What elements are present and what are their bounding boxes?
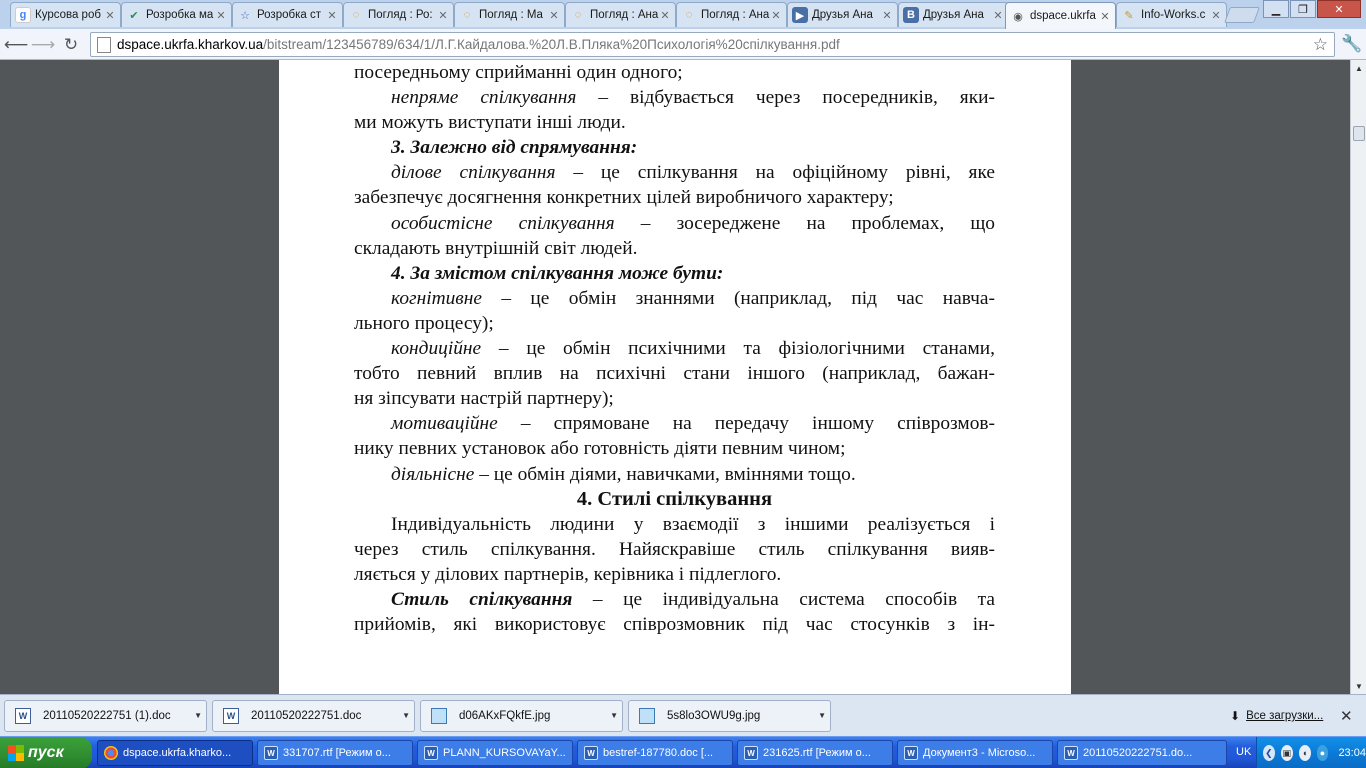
scrollbar-thumb[interactable] — [1353, 126, 1365, 141]
paragraph: непряме спілкування – відбувається через посередників, яки- — [391, 87, 995, 109]
network-icon[interactable]: ▣ — [1281, 745, 1293, 761]
info-works-icon: ✎ — [1124, 9, 1134, 22]
page-loading-icon: ◌ — [463, 9, 471, 21]
paragraph: Індивідуальність людини у взаємодії з іншими реалізується і — [391, 513, 995, 535]
close-tab-icon[interactable]: ✕ — [105, 9, 115, 22]
taskbar-item-word[interactable]: W 331707.rtf [Режим о... — [257, 740, 413, 766]
close-tab-icon[interactable]: ✕ — [438, 9, 448, 22]
pdf-viewer — [0, 60, 1350, 694]
vertical-scrollbar[interactable] — [1350, 60, 1366, 694]
tab-info-works[interactable]: ✎ Info-Works.c ✕ — [1116, 2, 1227, 27]
taskbar-item-word[interactable]: W 231625.rtf [Режим о... — [737, 740, 893, 766]
paragraph: нику певних установок або готовність діяти певним чином; — [354, 438, 846, 460]
page-icon — [97, 37, 111, 53]
reload-button[interactable]: ↻ — [63, 35, 79, 54]
paragraph: ділове спілкування – це спілкування на офіційному рівні, яке — [391, 162, 995, 184]
download-item[interactable]: d06AKxFQkfE.jpg ▼ — [420, 700, 623, 732]
subheading: 3. Залежно від спрямування: — [391, 137, 638, 159]
page-loading-icon: ◌ — [685, 9, 693, 21]
word-icon: W — [744, 746, 758, 760]
clock[interactable]: 23:04 — [1338, 747, 1366, 759]
tab-pohliad-2[interactable]: ◌ Погляд : Ма ✕ — [454, 2, 565, 27]
tab-pohliad-4[interactable]: ◌ Погляд : Ана ✕ — [676, 2, 787, 27]
paragraph: льного процесу); — [354, 312, 494, 334]
close-tab-icon[interactable]: ✕ — [327, 9, 337, 22]
paragraph: ляється у ділових партнерів, керівника і підлеглого. — [354, 563, 782, 585]
image-file-icon — [639, 708, 655, 724]
antivirus-icon[interactable]: ● — [1317, 745, 1329, 761]
close-shelf-icon[interactable]: ✕ — [1340, 708, 1353, 725]
url-text: dspace.ukrfa.kharkov.ua/bitstream/123456789/634/1/Л.Г.Кайдалова.%20Л.В.Пляка%20Психологія%20спілкування.pdf — [117, 37, 840, 52]
word-doc-icon: W — [15, 708, 31, 724]
pdf-page — [279, 60, 1071, 694]
word-icon: W — [584, 746, 598, 760]
scroll-up-arrow-icon[interactable]: ▲ — [1355, 63, 1363, 73]
paragraph: забезпечує досягнення конкретних цілей виробничого характеру; — [354, 187, 894, 209]
tab-rozrobka-2[interactable]: ☆ Розробка ст ✕ — [232, 2, 343, 27]
volume-icon[interactable]: ◖ — [1299, 745, 1311, 761]
paragraph: тобто певний вплив на психічні стани іншого (наприклад, бажан- — [354, 363, 995, 385]
close-tab-icon[interactable]: ✕ — [216, 9, 226, 22]
tab-pohliad-1[interactable]: ◌ Погляд : Ро: ✕ — [343, 2, 454, 27]
forward-button[interactable]: ⟶ — [30, 35, 56, 54]
video-icon: ▶ — [792, 7, 808, 23]
minimize-button[interactable]: ▁ — [1263, 0, 1289, 18]
tab-druzya-2[interactable]: B Друзья Ана ✕ — [898, 2, 1009, 27]
paragraph: через стиль спілкування. Найяскравіше стиль спілкування вияв- — [354, 538, 995, 560]
download-item[interactable]: W 20110520222751.doc ▼ — [212, 700, 415, 732]
page-loading-icon: ◌ — [352, 9, 360, 21]
vk-icon: B — [903, 7, 919, 23]
tab-strip — [0, 0, 1366, 29]
close-tab-icon[interactable]: ✕ — [1211, 9, 1221, 22]
paragraph: когнітивне – це обмін знаннями (наприклад, під час навча- — [391, 287, 995, 309]
taskbar-item-word[interactable]: W 20110520222751.do... — [1057, 740, 1227, 766]
taskbar-item-word[interactable]: W PLANN_KURSOVAYaY... — [417, 740, 573, 766]
browser-toolbar — [0, 29, 1366, 60]
scroll-down-arrow-icon[interactable]: ▼ — [1355, 681, 1363, 691]
paragraph: ня зіпсувати настрій партнеру); — [354, 388, 614, 410]
subheading: 4. За змістом спілкування може бути: — [391, 262, 724, 284]
paragraph: кондиційне – це обмін психічними та фізіологічними станами, — [391, 338, 995, 360]
tab-rozrobka-1[interactable]: ✔ Розробка ма ✕ — [121, 2, 232, 27]
taskbar-item-word[interactable]: W bestref-187780.doc [... — [577, 740, 733, 766]
downloads-shelf — [0, 694, 1366, 736]
google-icon: g — [15, 7, 31, 23]
taskbar-item-chrome[interactable]: dspace.ukrfa.kharko... — [97, 740, 253, 766]
tab-pohliad-3[interactable]: ◌ Погляд : Ана ✕ — [565, 2, 676, 27]
tab-druzya-1[interactable]: ▶ Друзья Ана ✕ — [787, 2, 898, 27]
paragraph: ми можуть виступати інші люди. — [354, 112, 626, 134]
close-tab-icon[interactable]: ✕ — [993, 9, 1003, 22]
windows-taskbar — [0, 736, 1366, 768]
paragraph: Стиль спілкування – це індивідуальна система способів та — [391, 588, 995, 610]
chevron-down-icon[interactable]: ▼ — [610, 711, 618, 720]
word-icon: W — [904, 746, 918, 760]
back-button[interactable]: ⟵ — [3, 35, 29, 54]
word-icon: W — [264, 746, 278, 760]
tab-kursova[interactable]: g Курсова роб ✕ — [10, 2, 121, 27]
paragraph: діяльнісне – це обмін діями, навичками, вміннями тощо. — [391, 463, 856, 485]
globe-icon: ◉ — [1013, 10, 1023, 23]
close-tab-icon[interactable]: ✕ — [549, 9, 559, 22]
tab-dspace-active[interactable]: ◉ dspace.ukrfa ✕ — [1005, 2, 1116, 29]
paragraph: прийомів, які використовує співрозмовник під час стосунків з ін- — [354, 614, 995, 636]
windows-logo-icon — [8, 745, 24, 761]
restore-button[interactable]: ❐ — [1290, 0, 1316, 18]
language-indicator[interactable]: UK — [1236, 746, 1252, 758]
download-item[interactable]: 5s8lo3OWU9g.jpg ▼ — [628, 700, 831, 732]
word-doc-icon: W — [223, 708, 239, 724]
paragraph: особистісне спілкування – зосереджене на проблемах, що — [391, 212, 995, 234]
taskbar-item-word[interactable]: W Документ3 - Microso... — [897, 740, 1053, 766]
new-tab-button[interactable] — [1224, 7, 1260, 23]
text-line: посередньому сприйманні один одного; — [354, 62, 683, 83]
chrome-icon — [104, 746, 118, 760]
download-arrow-icon: ⬇ — [1230, 709, 1241, 723]
check-icon: ✔ — [129, 9, 139, 22]
chevron-down-icon[interactable]: ▼ — [818, 711, 826, 720]
start-button[interactable]: пуск — [0, 737, 92, 768]
chevron-down-icon[interactable]: ▼ — [194, 711, 202, 720]
paragraph: складають внутрішній світ людей. — [354, 237, 638, 259]
paragraph: мотиваційне – спрямоване на передачу іншому співрозмов- — [391, 413, 995, 435]
download-item[interactable]: W 20110520222751 (1).doc ▼ — [4, 700, 207, 732]
chevron-down-icon[interactable]: ▼ — [402, 711, 410, 720]
close-tab-icon[interactable]: ✕ — [1100, 10, 1110, 23]
word-icon: W — [1064, 746, 1078, 760]
tray-expand-icon[interactable]: ❮ — [1263, 745, 1275, 761]
bookmark-star-icon[interactable]: ☆ — [1312, 35, 1328, 54]
star-icon: ☆ — [240, 9, 250, 22]
system-tray — [1256, 737, 1366, 768]
page-text — [354, 60, 995, 637]
image-file-icon — [431, 708, 447, 724]
close-tab-icon[interactable]: ✕ — [660, 9, 670, 22]
word-icon: W — [424, 746, 438, 760]
all-downloads-link[interactable]: ⬇ Все загрузки... — [1230, 709, 1324, 723]
wrench-menu-icon[interactable]: 🔧 — [1341, 34, 1363, 53]
address-bar[interactable] — [90, 32, 1335, 57]
close-tab-icon[interactable]: ✕ — [882, 9, 892, 22]
section-heading: 4. Стилі спілкування — [576, 487, 773, 510]
page-loading-icon: ◌ — [574, 9, 582, 21]
close-window-button[interactable]: ✕ — [1317, 0, 1361, 18]
close-tab-icon[interactable]: ✕ — [771, 9, 781, 22]
